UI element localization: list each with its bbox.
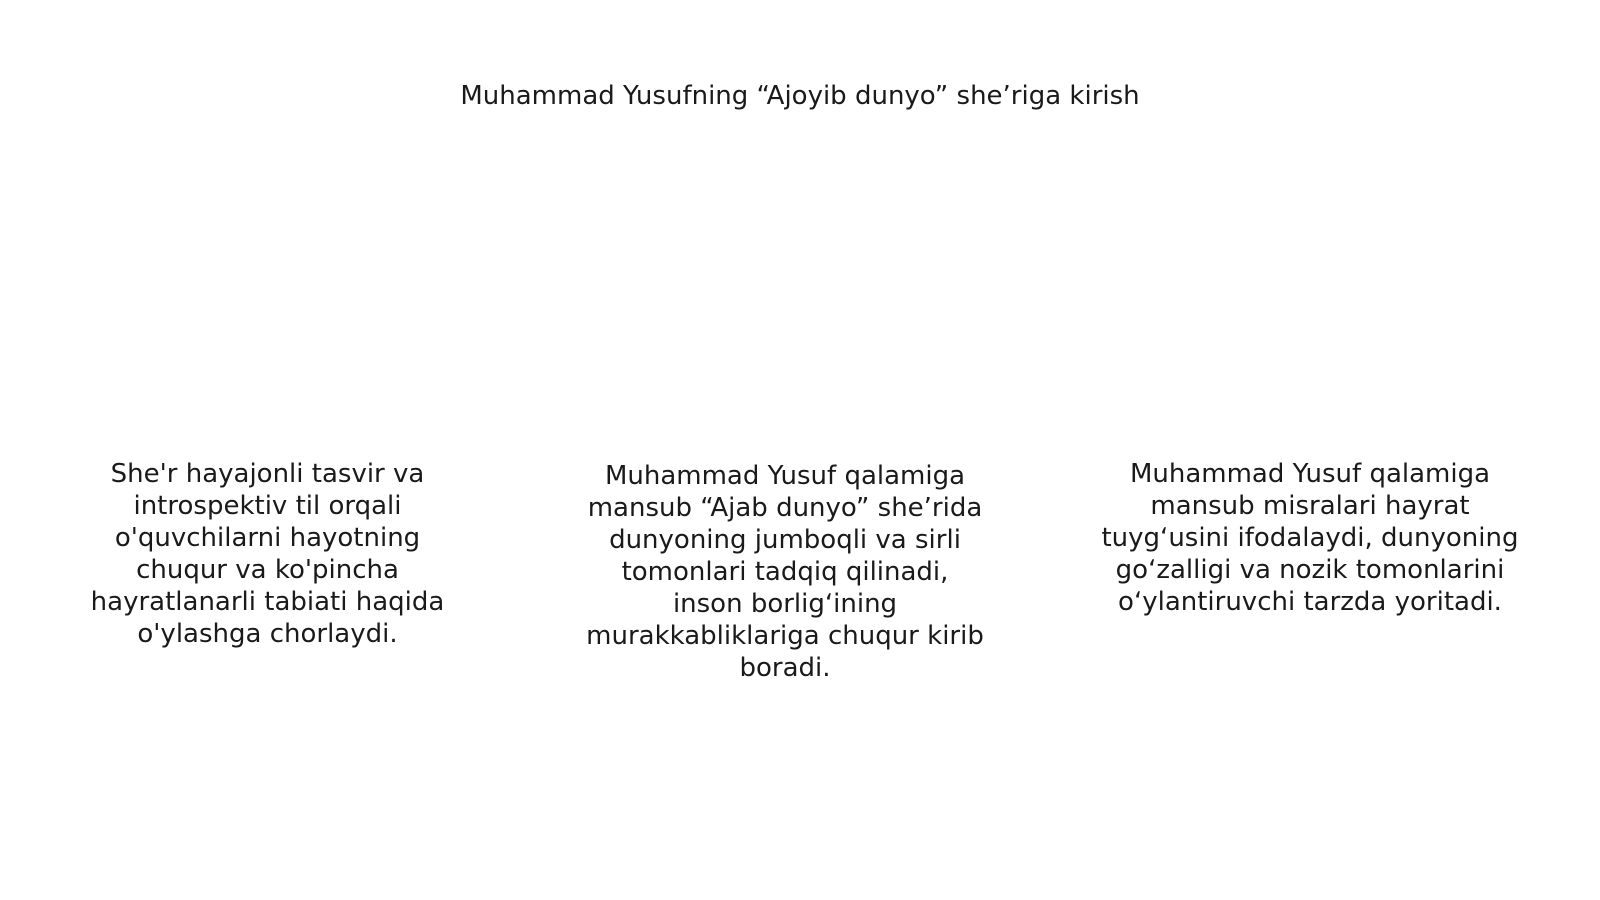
text-column-left: She'r hayajonli tasvir va introspektiv til orqali o'quvchilarni hayotning chuqur va ko'pincha hayratlanarli tabiati haqida o'ylashga chorlaydi. xyxy=(90,459,445,649)
text-column-center: Muhammad Yusuf qalamiga mansub “Ajab dunyo” she’rida dunyoning jumboqli va sirli tomonlari tadqiq qilinadi, inson borligʻining murakkabliklariga chuqur kirib boradi. xyxy=(586,461,984,683)
slide-title: Muhammad Yusufning “Ajoyib dunyo” she’riga kirish xyxy=(460,81,1140,111)
text-column-right: Muhammad Yusuf qalamiga mansub misralari hayrat tuygʻusini ifodalaydi, dunyoning goʻzalligi va nozik tomonlarini oʻylantiruvchi tarzda yoritadi. xyxy=(1101,459,1519,617)
